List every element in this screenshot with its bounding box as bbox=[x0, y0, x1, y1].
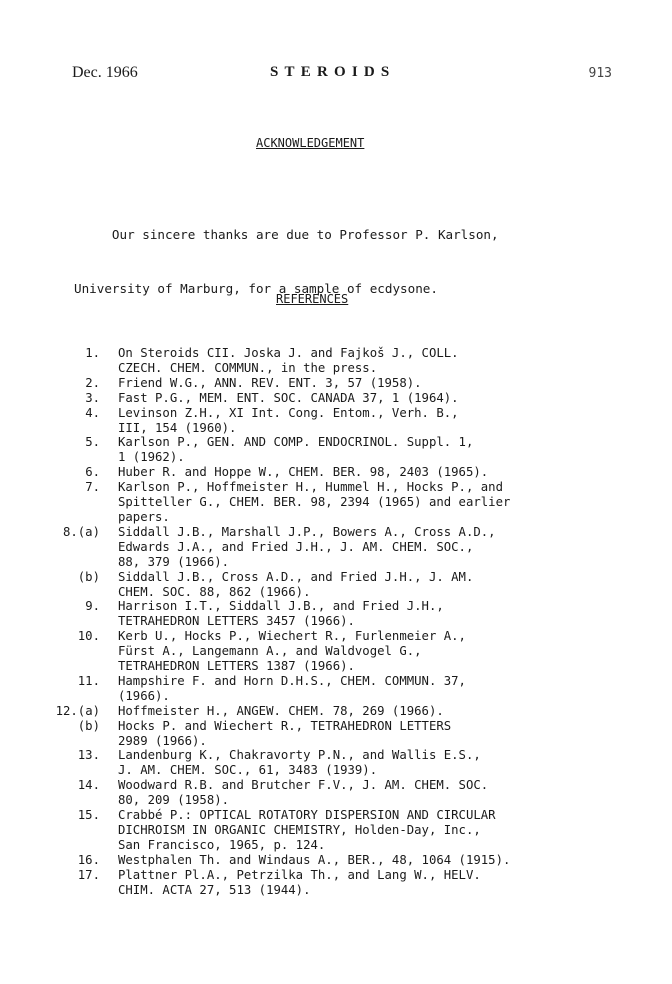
journal-title: STEROIDS bbox=[270, 64, 396, 80]
reference-line: CHEM. SOC. 88, 862 (1966). bbox=[118, 584, 311, 599]
reference-text bbox=[118, 599, 672, 629]
reference-list bbox=[0, 346, 672, 898]
reference-entry bbox=[0, 808, 672, 853]
acknowledgement-text bbox=[74, 190, 499, 334]
reference-text bbox=[118, 376, 672, 391]
reference-entry bbox=[0, 629, 672, 674]
reference-entry bbox=[0, 570, 672, 600]
reference-line: J. AM. CHEM. SOC., 61, 3483 (1939). bbox=[118, 763, 378, 778]
reference-text bbox=[118, 748, 672, 778]
reference-line: Huber R. and Hoppe W., CHEM. BER. 98, 2403 (1965). bbox=[118, 465, 489, 480]
reference-text bbox=[118, 406, 672, 436]
reference-text bbox=[118, 465, 672, 480]
reference-text bbox=[118, 570, 672, 600]
reference-number: (b) bbox=[77, 718, 100, 733]
reference-entry bbox=[0, 719, 672, 749]
reference-number: 11. bbox=[77, 673, 100, 688]
reference-entry bbox=[0, 346, 672, 376]
reference-line: 80, 209 (1958). bbox=[118, 793, 230, 808]
reference-text bbox=[118, 391, 672, 406]
reference-line: San Francisco, 1965, p. 124. bbox=[118, 837, 326, 852]
reference-line: Hampshire F. and Horn D.H.S., CHEM. COMMUN. 37, bbox=[118, 673, 466, 688]
reference-number: 2. bbox=[85, 375, 100, 390]
reference-line: TETRAHEDRON LETTERS 1387 (1966). bbox=[118, 659, 355, 674]
reference-line: CHIM. ACTA 27, 513 (1944). bbox=[118, 882, 311, 897]
reference-entry bbox=[0, 376, 672, 391]
reference-line: III, 154 (1960). bbox=[118, 420, 237, 435]
reference-entry bbox=[0, 674, 672, 704]
reference-text bbox=[118, 525, 672, 570]
reference-entry bbox=[0, 853, 672, 868]
reference-number: 13. bbox=[77, 748, 100, 763]
reference-line: TETRAHEDRON LETTERS 3457 (1966). bbox=[118, 614, 355, 629]
reference-entry bbox=[0, 748, 672, 778]
reference-line: CZECH. CHEM. COMMUN., in the press. bbox=[118, 360, 378, 375]
reference-entry bbox=[0, 391, 672, 406]
reference-text bbox=[118, 435, 672, 465]
reference-text bbox=[118, 778, 672, 808]
reference-line: Karlson P., GEN. AND COMP. ENDOCRINOL. Suppl. 1, bbox=[118, 435, 474, 450]
reference-line: On Steroids CII. Joska J. and Fajkoš J., COLL. bbox=[118, 346, 459, 360]
reference-line: Spitteller G., CHEM. BER. 98, 2394 (1965) and earlier bbox=[118, 495, 511, 510]
reference-line: Hoffmeister H., ANGEW. CHEM. 78, 269 (1966). bbox=[118, 703, 444, 718]
acknowledgement-heading: ACKNOWLEDGEMENT bbox=[256, 136, 365, 150]
reference-line: 88, 379 (1966). bbox=[118, 554, 230, 569]
reference-number: 9. bbox=[85, 599, 100, 614]
reference-line: 2989 (1966). bbox=[118, 733, 207, 748]
reference-number: 10. bbox=[77, 629, 100, 644]
reference-entry bbox=[0, 704, 672, 719]
reference-line: Plattner Pl.A., Petrzilka Th., and Lang W., HELV. bbox=[118, 867, 481, 882]
reference-line: Crabbé P.: OPTICAL ROTATORY DISPERSION AND CIRCULAR bbox=[118, 808, 496, 823]
page-number: 913 bbox=[588, 66, 612, 81]
reference-entry bbox=[0, 465, 672, 480]
acknowledgement-line: University of Marburg, for a sample of ecdysone. bbox=[74, 281, 438, 296]
reference-number: 6. bbox=[85, 465, 100, 480]
header-date: Dec. 1966 bbox=[72, 64, 138, 81]
reference-text bbox=[118, 719, 672, 749]
reference-number: 5. bbox=[85, 435, 100, 450]
reference-line: Friend W.G., ANN. REV. ENT. 3, 57 (1958). bbox=[118, 375, 422, 390]
reference-number: 8.(a) bbox=[62, 524, 100, 539]
reference-text bbox=[118, 480, 672, 525]
reference-line: Fast P.G., MEM. ENT. SOC. CANADA 37, 1 (1964). bbox=[118, 390, 459, 405]
reference-entry bbox=[0, 599, 672, 629]
reference-number: 12.(a) bbox=[55, 703, 100, 718]
reference-line: Westphalen Th. and Windaus A., BER., 48, 1064 (1915). bbox=[118, 852, 511, 867]
reference-number: 16. bbox=[77, 852, 100, 867]
reference-line: DICHROISM IN ORGANIC CHEMISTRY, Holden-Day, Inc., bbox=[118, 823, 481, 837]
reference-text bbox=[118, 853, 672, 868]
reference-line: Woodward R.B. and Brutcher F.V., J. AM. CHEM. SOC. bbox=[118, 778, 489, 793]
reference-number: 4. bbox=[85, 405, 100, 420]
reference-number: 15. bbox=[77, 808, 100, 823]
reference-entry bbox=[0, 406, 672, 436]
reference-line: Harrison I.T., Siddall J.B., and Fried J.H., bbox=[118, 599, 444, 614]
reference-line: Levinson Z.H., XI Int. Cong. Entom., Verh. B., bbox=[118, 405, 459, 420]
reference-line: Landenburg K., Chakravorty P.N., and Wallis E.S., bbox=[118, 748, 481, 763]
reference-text bbox=[118, 808, 672, 853]
reference-line: Siddall J.B., Marshall J.P., Bowers A., Cross A.D., bbox=[118, 524, 496, 539]
reference-text bbox=[118, 868, 672, 898]
reference-line: 1 (1962). bbox=[118, 450, 185, 465]
reference-entry bbox=[0, 868, 672, 898]
reference-line: Fürst A., Langemann A., and Waldvogel G., bbox=[118, 644, 422, 659]
reference-number: 14. bbox=[77, 778, 100, 793]
reference-line: Hocks P. and Wiechert R., TETRAHEDRON LETTERS bbox=[118, 718, 452, 733]
reference-text bbox=[118, 629, 672, 674]
reference-text bbox=[118, 346, 672, 376]
reference-line: (1966). bbox=[118, 688, 170, 703]
reference-number: (b) bbox=[77, 569, 100, 584]
reference-entry bbox=[0, 435, 672, 465]
acknowledgement-line: Our sincere thanks are due to Professor P. Karlson, bbox=[74, 227, 499, 242]
reference-entry bbox=[0, 480, 672, 525]
references-heading: REFERENCES bbox=[276, 292, 349, 306]
reference-line: Kerb U., Hocks P., Wiechert R., Furlenmeier A., bbox=[118, 629, 466, 644]
reference-number: 17. bbox=[77, 867, 100, 882]
reference-entry bbox=[0, 525, 672, 570]
reference-line: Karlson P., Hoffmeister H., Hummel H., Hocks P., and bbox=[118, 480, 503, 495]
reference-number: 3. bbox=[85, 390, 100, 405]
reference-text bbox=[118, 674, 672, 704]
reference-entry bbox=[0, 778, 672, 808]
reference-line: Edwards J.A., and Fried J.H., J. AM. CHEM. SOC., bbox=[118, 539, 474, 554]
reference-line: papers. bbox=[118, 509, 170, 524]
reference-number: 7. bbox=[85, 480, 100, 495]
reference-number: 1. bbox=[85, 346, 100, 360]
reference-line: Siddall J.B., Cross A.D., and Fried J.H., J. AM. bbox=[118, 569, 474, 584]
reference-text bbox=[118, 704, 672, 719]
